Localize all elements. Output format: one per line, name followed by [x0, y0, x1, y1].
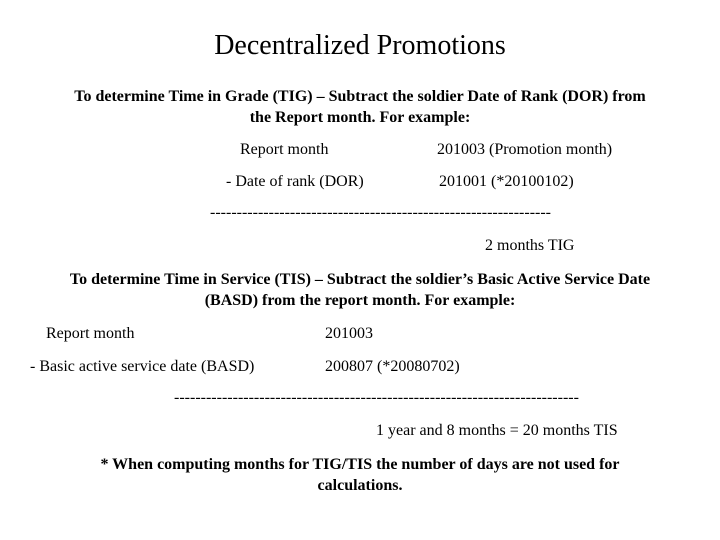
tis-instructions [0, 269, 720, 311]
tig-report-month-value: 201003 (Promotion month) [437, 141, 613, 158]
tig-intro-line1: To determine Time in Grade (TIG) – Subtract the soldier Date of Rank (DOR) from [74, 88, 646, 105]
tig-result: 2 months TIG [485, 237, 575, 254]
tig-divider: ---------------------------------------------------------------- [210, 204, 551, 221]
tig-intro-line2: the Report month. For example: [249, 109, 471, 126]
tis-divider: ---------------------------------------------------------------------------- [174, 389, 579, 406]
computation-note [0, 454, 720, 496]
tig-dor-value: 201001 (*20100102) [439, 173, 574, 190]
tis-basd-label: - Basic active service date (BASD) [30, 358, 255, 375]
tis-basd-value: 200807 (*20080702) [325, 358, 460, 375]
note-line2: calculations. [317, 477, 403, 494]
note-line1: * When computing months for TIG/TIS the number of days are not used for [100, 456, 620, 473]
tis-result: 1 year and 8 months = 20 months TIS [376, 422, 618, 439]
tig-instructions [0, 86, 720, 128]
tig-dor-label: - Date of rank (DOR) [226, 173, 364, 190]
tis-intro-line2: (BASD) from the report month. For example: [204, 292, 516, 309]
tis-report-month-label: Report month [46, 325, 135, 342]
tig-report-month-label: Report month [240, 141, 329, 158]
tis-report-month-value: 201003 [325, 325, 373, 342]
page-title: Decentralized Promotions [214, 30, 506, 61]
tis-intro-line1: To determine Time in Service (TIS) – Subtract the soldier’s Basic Active Service Date [69, 271, 651, 288]
